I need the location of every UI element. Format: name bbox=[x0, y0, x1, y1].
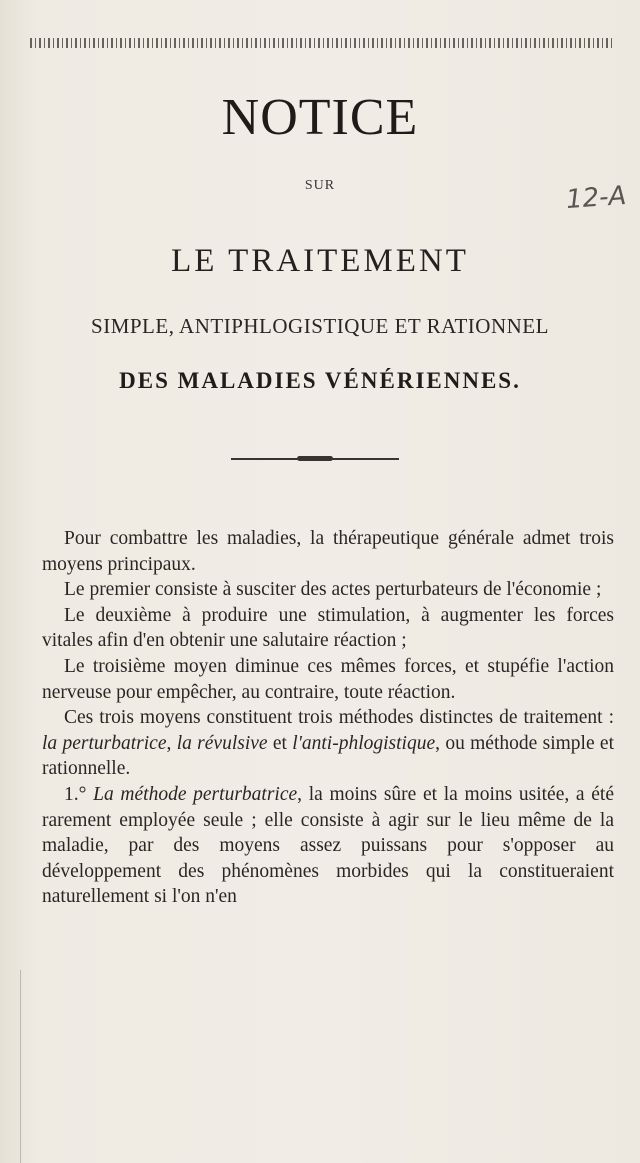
italic-term: La méthode perturbatrice bbox=[93, 783, 298, 805]
subtitle: SIMPLE, ANTIPHLOGISTIQUE ET RATIONNEL bbox=[91, 314, 549, 338]
paragraph bbox=[42, 705, 614, 782]
paragraph: Le troisième moyen diminue ces mêmes forces, et stupéfie l'action nerveuse pour empêcher, au contraire, toute réaction. bbox=[42, 655, 614, 703]
italic-term: l'anti-phlogistique bbox=[292, 732, 436, 754]
italic-term: la perturbatrice bbox=[42, 732, 167, 754]
subject-heading: DES MALADIES VÉNÉRIENNES. bbox=[119, 368, 521, 393]
decorative-border bbox=[30, 38, 615, 48]
paragraph: Le deuxième à produire une stimulation, à augmenter les forces vitales afin d'en obtenir une salutaire réaction ; bbox=[42, 604, 614, 652]
text-run: , ou méthode simple et rationnelle. bbox=[42, 732, 614, 780]
ornamental-rule bbox=[231, 458, 399, 460]
paragraph bbox=[42, 782, 614, 910]
body-text bbox=[42, 526, 614, 910]
text-run: et bbox=[267, 732, 293, 754]
paragraph: Pour combattre les maladies, la thérapeutique générale admet trois moyens principaux. bbox=[42, 528, 614, 575]
title-connector: SUR bbox=[304, 178, 336, 193]
page-edge-line bbox=[20, 970, 21, 1163]
text-run: , bbox=[166, 732, 177, 754]
section-number: 1.° bbox=[64, 783, 94, 805]
main-heading: LE TRAITEMENT bbox=[171, 243, 469, 279]
italic-term: la révulsive bbox=[176, 732, 268, 754]
text-run: , la moins sûre et la moins usitée, a été rarement employée seule ; elle consiste à agir sur le lieu même de la maladie, par des moyens assez puissans pour s'opposer au développement des phénomènes morbides qui la constitueraient naturellement si l'on n'en bbox=[42, 783, 614, 908]
page-title: NOTICE bbox=[221, 89, 419, 146]
paragraph: Le premier consiste à susciter des actes perturbateurs de l'économie ; bbox=[64, 579, 602, 601]
text-run: Ces trois moyens constituent trois méthodes distinctes de traitement : bbox=[64, 707, 614, 729]
handwritten-annotation: 12-A bbox=[565, 180, 628, 216]
